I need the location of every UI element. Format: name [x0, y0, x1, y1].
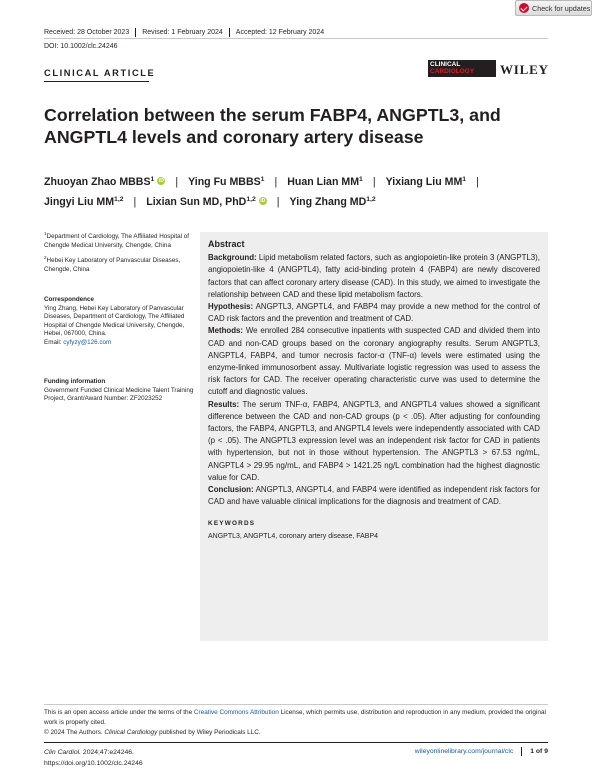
license-link[interactable]: Creative Commons Attribution	[193, 709, 279, 716]
author-separator: |	[133, 196, 137, 208]
abstract-conclusion	[208, 484, 540, 508]
abstract-hypothesis	[208, 301, 540, 325]
copyright-text: © 2024 The Authors.	[44, 728, 105, 736]
author-affiliation-sup: 1	[150, 176, 155, 183]
abstract-heading: Abstract	[208, 239, 245, 249]
abstract-results	[208, 399, 540, 484]
author-name[interactable]: Huan Lian MM	[287, 176, 360, 188]
check-for-updates-button[interactable]	[515, 0, 592, 16]
citation	[44, 747, 143, 769]
license-text: License, which permits use, distribution and reproduction in any medium, provided the original work is properly cited.	[44, 709, 546, 726]
author-name[interactable]: Ying Zhang MD	[289, 196, 367, 208]
article-doi: DOI: 10.1002/clc.24246	[44, 43, 118, 50]
author-list	[44, 172, 554, 212]
journal-logo[interactable]	[428, 60, 496, 77]
section-label: Results:	[208, 399, 240, 409]
keywords-heading: KEYWORDS	[208, 520, 256, 528]
author-affiliation-sup: 1	[260, 176, 265, 183]
copyright-journal: Clinical Cardiology	[104, 728, 158, 736]
abstract-box	[200, 232, 548, 641]
affiliation-1	[44, 230, 204, 250]
footer-separator	[521, 747, 522, 756]
affiliation-text: Hebei Key Laboratory of Panvascular Diseases, Chengde, China	[44, 257, 181, 273]
date-separator	[229, 28, 230, 37]
journal-logo-line2: CARDIOLOGY	[430, 68, 475, 75]
revised-date: Revised: 1 February 2024	[142, 29, 223, 36]
affiliation-text: Department of Cardiology, The Affiliated Hospital of Chengde Medical University, Chengde, China	[44, 233, 189, 249]
funding-heading: Funding information	[44, 378, 106, 385]
correspondence	[44, 296, 204, 348]
section-label: Methods:	[208, 326, 244, 336]
header-divider	[44, 38, 548, 39]
author-affiliation-sup: 1	[359, 176, 363, 183]
section-text: The serum TNF-α, FABP4, ANGPTL3, and ANGPTL4 values showed a significant difference between the CAD and non-CAD groups (p < .05). After adjusting for confounding factors, the FABP4, ANGPTL3, and ANGPTL4 levels were independently associated with CAD (p < .05). The ANGPTL3 expression level was an independent risk factor for CAD in patients with hypertension, but not in those without hypertension. The ANGPTL3 > 67.53 ng/mL, ANGPTL4 > 29.95 ng/mL, and FABP4 > 1421.25 ng/L combination had the highest diagnostic value for CAD.	[208, 399, 540, 482]
citation-volume: 2024;47:e24246.	[81, 749, 134, 756]
email-label: Email:	[44, 338, 62, 346]
section-label: Hypothesis:	[208, 302, 254, 312]
author-separator: |	[175, 176, 179, 188]
email-link[interactable]: cyfyzy@126.com	[63, 338, 112, 346]
author-name[interactable]: Ying Fu MBBS	[188, 176, 261, 188]
license-text: This is an open access article under the terms of the	[44, 709, 194, 716]
author-name[interactable]: Lixian Sun MD, PhD	[146, 196, 247, 208]
check-updates-icon	[519, 3, 529, 13]
section-label: Conclusion:	[208, 485, 254, 495]
author-name[interactable]: Zhuoyan Zhao MBBS	[44, 176, 151, 188]
page-number: 1 of 9	[530, 748, 548, 755]
license-footnote	[44, 708, 548, 737]
author-name[interactable]: Jingyi Liu MM	[44, 196, 115, 208]
article-type-underline	[44, 81, 149, 82]
orcid-icon[interactable]: iD	[158, 178, 164, 185]
author-affiliation-sup: 1	[462, 176, 467, 183]
check-updates-label: Check for updates	[532, 3, 591, 13]
orcid-icon[interactable]: iD	[260, 198, 266, 205]
footer-right	[415, 747, 548, 756]
section-text: Lipid metabolism related factors, such as angiopoietin-like protein 3 (ANGPTL3), angiopoietin-like 4 (ANGPTL4), fatty acid-binding protein 4 (FABP4) are newly discovered factors that can affect coronary artery disease (CAD). In this study, we aimed to investigate the relationship between CAD and these lipid metabolism factors.	[208, 253, 540, 299]
affiliation-sup: 2	[44, 255, 47, 261]
section-text: ANGPTL3, ANGPTL4, and FABP4 may provide a new method for the control of CAD risk factors and the prevention and treatment of CAD.	[208, 302, 540, 324]
keywords-text: ANGPTL3, ANGPTL4, coronary artery disease, FABP4	[208, 532, 379, 540]
author-affiliation-sup: 1,2	[366, 196, 376, 203]
date-separator	[135, 28, 136, 37]
funding	[44, 378, 204, 404]
journal-site-link[interactable]: wileyonlinelibrary.com/journal/clc	[414, 748, 514, 755]
article-dates	[44, 28, 324, 37]
received-date: Received: 28 October 2023	[44, 29, 130, 36]
author-separator: |	[274, 176, 278, 188]
section-text: ANGPTL3, ANGPTL4, and FABP4 were identified as independent risk factors for CAD and have valuable clinical implications for the diagnosis and treatment of CAD.	[208, 485, 540, 507]
journal-logo-line1: CLINICAL	[430, 61, 461, 68]
abstract-content	[208, 238, 540, 542]
publisher-logo[interactable]: WILEY	[500, 62, 549, 77]
citation-journal: Clin Cardiol.	[44, 749, 82, 756]
abstract-methods	[208, 325, 540, 398]
abstract-background	[208, 252, 540, 301]
correspondence-heading: Correspondence	[44, 296, 95, 303]
copyright-text: published by Wiley Periodicals LLC.	[157, 728, 261, 736]
author-separator: |	[476, 176, 479, 188]
funding-text: Government Funded Clinical Medicine Talent Training Project, Grant/Award Number: ZF2023252	[44, 386, 194, 403]
section-text: We enrolled 284 consecutive inpatients with suspected CAD and divided them into CAD and non-CAD groups based on the coronary angiography results. Serum ANGPTL3, ANGPTL4, FABP4, and tumor necrosis factor-α (TNF-α) levels were estimated using the enzyme-linked immunosorbent assay. Multivariate logistic regression was used to assess the risk factors for CAD. The receiver operating characteristic curve was used to determine the cutoff and diagnostic values.	[208, 326, 540, 397]
author-affiliation-sup: 1,2	[246, 196, 256, 203]
citation-doi-link[interactable]: https://doi.org/10.1002/clc.24246	[44, 760, 143, 767]
footnote-divider	[44, 704, 548, 705]
affiliation-sup: 1	[44, 231, 47, 236]
author-separator: |	[276, 196, 280, 208]
author-affiliation-sup: 1,2	[114, 196, 124, 203]
accepted-date: Accepted: 12 February 2024	[235, 29, 325, 36]
author-name[interactable]: Yixiang Liu MM	[385, 176, 463, 188]
author-separator: |	[372, 176, 376, 188]
affiliation-2	[44, 254, 204, 274]
paper-title: Correlation between the serum FABP4, ANGPTL3, and ANGPTL4 levels and coronary artery disease	[44, 105, 501, 147]
footer-divider	[44, 742, 548, 743]
section-label: Background:	[208, 253, 257, 263]
affiliations	[44, 230, 204, 275]
correspondence-text: Ying Zhang, Hebei Key Laboratory of Panvascular Diseases, Department of Cardiology, The Affiliated Hospital of Chengde Medical University, Chengde, Hebei, 067000, China.	[44, 304, 185, 338]
article-type: CLINICAL ARTICLE	[44, 68, 156, 78]
